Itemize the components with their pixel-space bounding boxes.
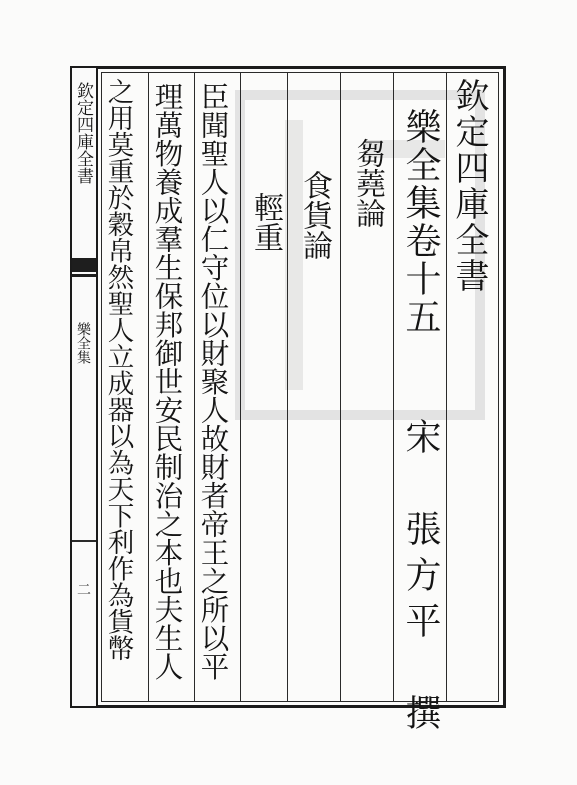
- column-rule: [446, 72, 447, 702]
- spine-page-number: 二: [75, 582, 91, 596]
- spine-header: 欽定四庫全書: [73, 82, 93, 184]
- section-heading-shihuo: 食貨論: [297, 170, 332, 260]
- column-rule: [393, 72, 394, 702]
- column-rule: [194, 72, 195, 702]
- volume-title: 樂全集卷十五: [400, 108, 441, 336]
- author-line: 宋 張方平 撰: [400, 418, 441, 740]
- spine-divider: [72, 540, 96, 542]
- column-rule: [287, 72, 288, 702]
- section-heading-qingzhong: 輕重: [248, 192, 283, 252]
- column-rule: [148, 72, 149, 702]
- body-line-3: 之用莫重於穀帛然聖人立成器以為天下利作為貨幣: [102, 78, 134, 661]
- section-heading-churao: 芻蕘論: [350, 138, 385, 228]
- body-line-1: 臣聞聖人以仁守位以財聚人故財者帝王之所以平: [196, 82, 230, 681]
- body-line-2: 理萬物養成羣生保邦御世安民制治之本也夫生人: [150, 82, 184, 681]
- spine-fishtail-mark: [72, 258, 96, 272]
- column-rule: [240, 72, 241, 702]
- column-rule: [340, 72, 341, 702]
- spine-fishtail-line: [72, 274, 96, 277]
- spine-book-title: 樂全集: [75, 322, 91, 364]
- header-title: 欽定四庫全書: [449, 78, 489, 294]
